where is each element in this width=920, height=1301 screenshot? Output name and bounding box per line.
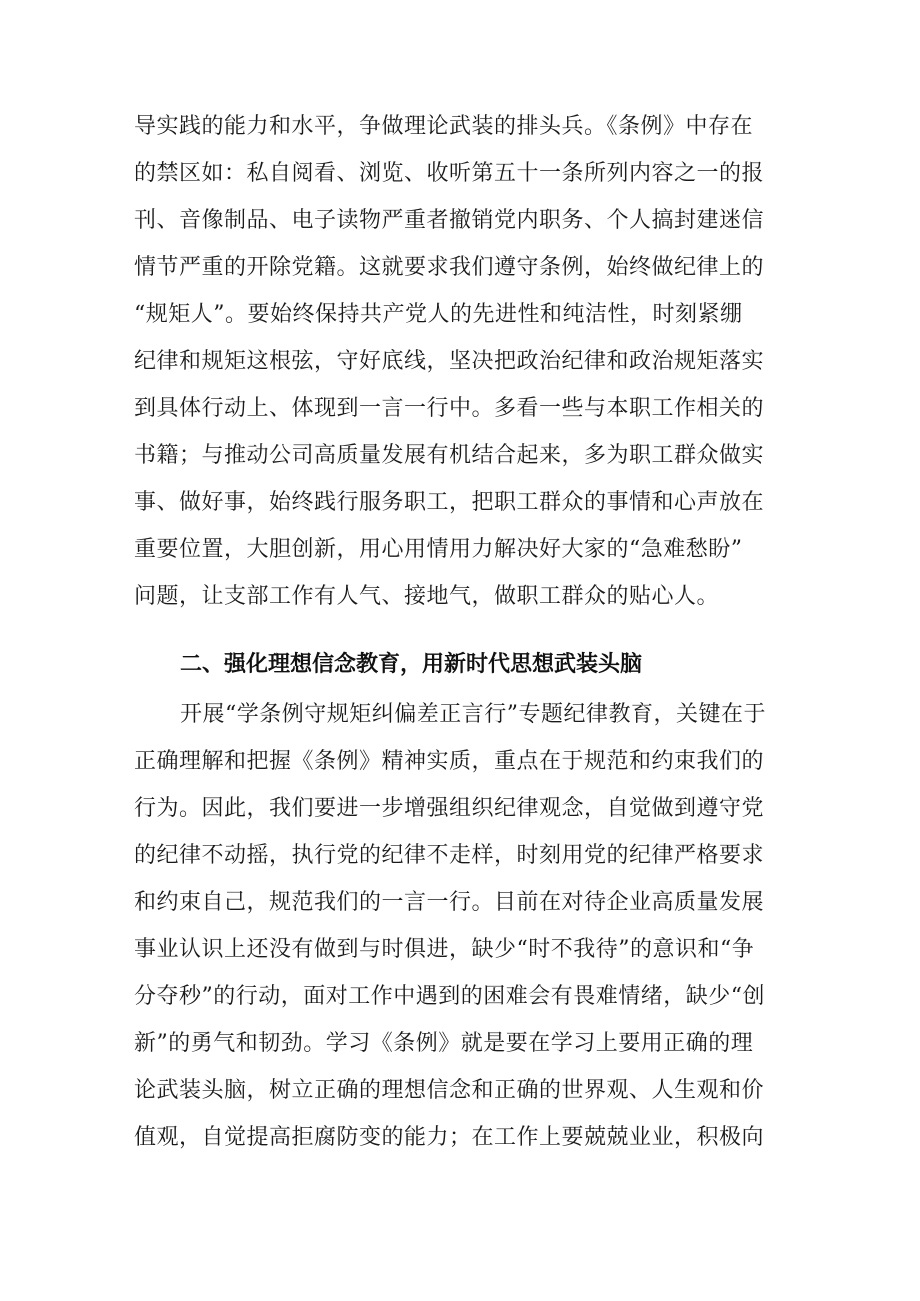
text-line: 新”的勇气和韧劲。学习《条例》就是要在学习上要用正确的理 <box>134 1031 754 1056</box>
text-line: 问题，让支部工作有人气、接地气，做职工群众的贴心人。 <box>134 584 720 609</box>
text-line: 纪律和规矩这根弦，守好底线，坚决把政治纪律和政治规矩落实 <box>134 349 765 374</box>
text-line: 值观，自觉提高拒腐防变的能力；在工作上要兢兢业业，积极向 <box>134 1125 765 1150</box>
text-line: 书籍；与推动公司高质量发展有机结合起来，多为职工群众做实 <box>134 443 765 468</box>
text-line: 到具体行动上、体现到一言一行中。多看一些与本职工作相关的 <box>134 396 765 421</box>
text-line: 正确理解和把握《条例》精神实质，重点在于规范和约束我们的 <box>134 749 765 774</box>
text-line: 论武装头脑，树立正确的理想信念和正确的世界观、人生观和价 <box>134 1078 765 1103</box>
text-line: 行为。因此，我们要进一步增强组织纪律观念，自觉做到遵守党 <box>134 796 765 821</box>
text-line: 分夺秒”的行动，面对工作中遇到的困难会有畏难情绪，缺少“创 <box>134 984 765 1009</box>
text-line: 的禁区如：私自阅看、浏览、收听第五十一条所列内容之一的报 <box>134 161 765 186</box>
text-line: “规矩人”。要始终保持共产党人的先进性和纯洁性，时刻紧绷 <box>134 302 743 327</box>
text-line: 事业认识上还没有做到与时俱进，缺少“时不我待”的意识和“争 <box>134 937 755 962</box>
text-line: 刊、音像制品、电子读物严重者撤销党内职务、个人搞封建迷信 <box>134 208 765 233</box>
text-line: 和约束自己，规范我们的一言一行。目前在对待企业高质量发展 <box>134 890 765 915</box>
text-line: 的纪律不动摇，执行党的纪律不走样，时刻用党的纪律严格要求 <box>134 843 765 868</box>
text-line: 开展“学条例守规矩纠偏差正言行”专题纪律教育，关键在于 <box>180 702 766 727</box>
text-line: 情节严重的开除党籍。这就要求我们遵守条例，始终做纪律上的 <box>134 255 765 280</box>
text-line: 重要位置，大胆创新，用心用情用力解决好大家的“急难愁盼” <box>134 537 743 562</box>
text-line: 导实践的能力和水平，争做理论武装的排头兵。《条例》中存在 <box>134 114 754 139</box>
section-heading: 二、强化理想信念教育，用新时代思想武装头脑 <box>180 652 643 677</box>
text-line: 事、做好事，始终践行服务职工，把职工群众的事情和心声放在 <box>134 490 765 515</box>
